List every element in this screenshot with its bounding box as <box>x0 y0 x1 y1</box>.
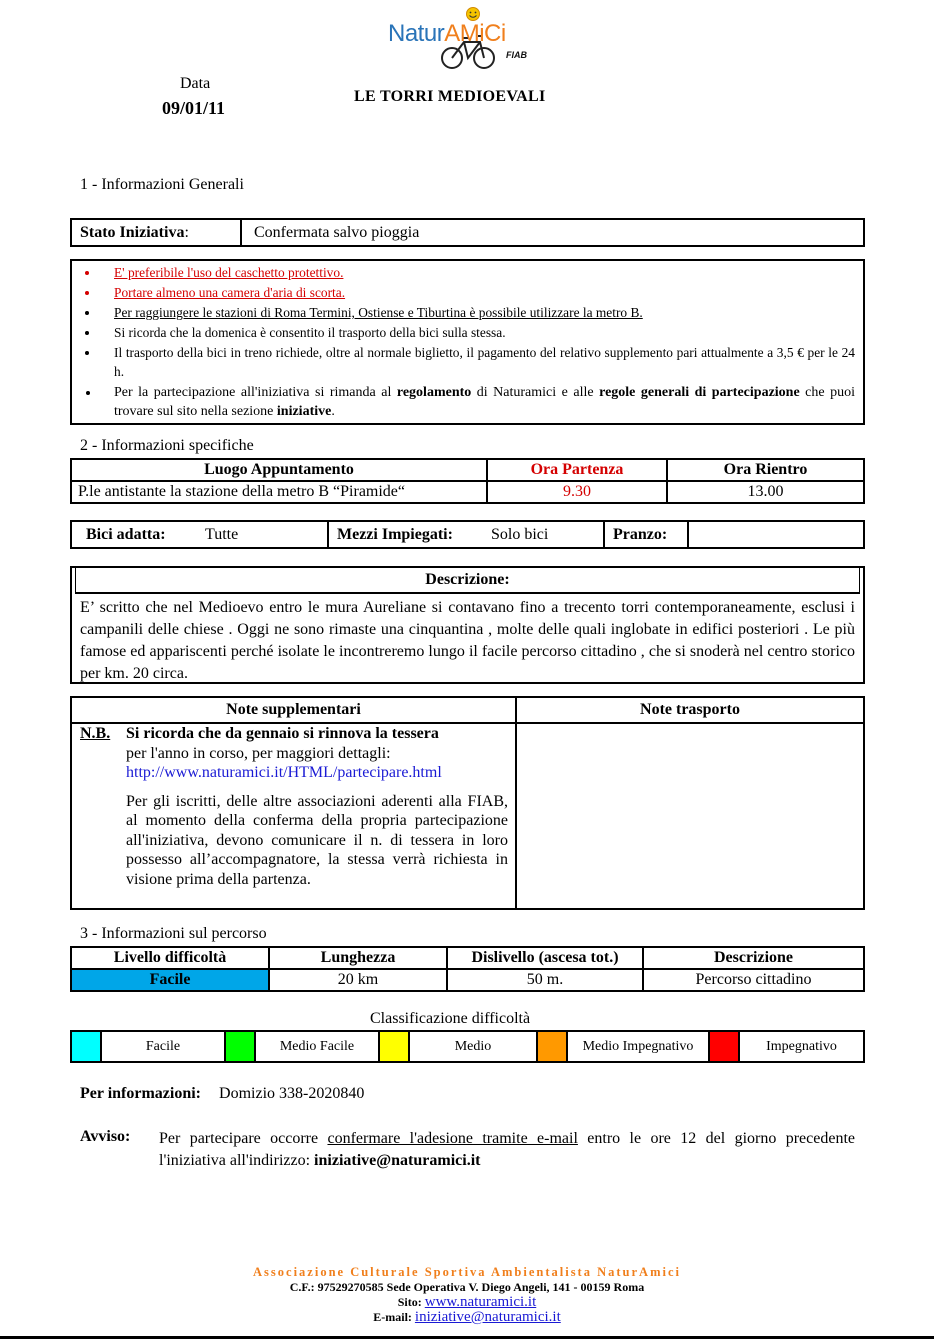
naturamici-logo <box>388 6 548 72</box>
section-3-heading: 3 - Informazioni sul percorso <box>80 925 267 942</box>
note-supplementari-heading: Note supplementari <box>72 698 515 724</box>
nb-bold: Si ricorda che da gennaio si rinnova la tessera <box>126 725 439 742</box>
header-luogo: Luogo Appuntamento <box>71 459 487 481</box>
note-sunday: • Si ricorda che la domenica è consentito il trasporto della bici sulla stessa. <box>100 324 855 343</box>
swatch-impegnativo <box>710 1032 740 1061</box>
section-1-heading: 1 - Informazioni Generali <box>80 176 244 193</box>
footer-sito: Sito: www.naturamici.it <box>397 1294 537 1310</box>
legend-medio-facile: Medio Facile <box>256 1032 380 1061</box>
pranzo-label: Pranzo: <box>603 522 687 547</box>
note-metro-b: • Per raggiungere le stazioni di Roma Termini, Ostiense e Tiburtina è possibile utilizzare la metro B. <box>100 304 855 323</box>
livello-value: Facile <box>71 969 269 991</box>
mezzi-value: Solo bici <box>491 526 549 543</box>
descrizione-box <box>70 566 865 684</box>
footer-cf: C.F.: 97529270585 Sede Operativa V. Diego Angeli, 141 - 00159 Roma <box>289 1280 645 1294</box>
legend-medio: Medio <box>410 1032 538 1061</box>
difficulty-legend <box>70 1030 865 1063</box>
avviso-text: Per partecipare occorre confermare l'adesione tramite e-mail entro le ore 12 del giorno precedente l'iniziativa all'indirizzo: iniziative@naturamici.it <box>159 1130 855 1169</box>
stato-value: Confermata salvo pioggia <box>254 224 420 241</box>
header-descrizione: Descrizione <box>643 947 864 969</box>
info-value: Domizio 338-2020840 <box>219 1085 365 1102</box>
note-supplementari-column <box>72 698 517 908</box>
legend-impegnativo: Impegnativo <box>766 1038 837 1054</box>
nb-label: N.B. <box>80 725 111 742</box>
footer-email: E-mail: iniziative@naturamici.it <box>373 1309 561 1325</box>
partecipare-link[interactable]: http://www.naturamici.it/HTML/partecipare.html <box>126 764 442 781</box>
header-ora-rientro: Ora Rientro <box>667 459 864 481</box>
stato-iniziativa-row <box>70 218 865 247</box>
ora-rientro-value: 13.00 <box>667 481 864 503</box>
logo-wordmark: NaturAMiCi <box>388 20 506 47</box>
nb-text: Si ricorda che da gennaio si rinnova la tessera per l'anno in corso, per maggiori dettagli: http://www.naturamici.it/HTML/partecipare.html Per gli iscritti, delle altre associazioni aderenti alla FIAB, al momento della conferma della propria partecipazione all'iniziativa, devono comunicare il n. di tessera in loro possesso all’accompagnatore, la stessa verrà richiesta in visione prima della partenza. <box>126 725 508 888</box>
bottom-divider <box>0 1336 934 1339</box>
bici-row <box>70 520 865 549</box>
appointment-table <box>70 458 865 504</box>
header-lunghezza: Lunghezza <box>269 947 447 969</box>
footer-sito-link[interactable]: www.naturamici.it <box>424 1294 537 1310</box>
page-title: LE TORRI MEDIOEVALI <box>354 88 546 105</box>
legend-facile: Facile <box>102 1032 226 1061</box>
header-ora-partenza: Ora Partenza <box>487 459 667 481</box>
descrizione-text: E’ scritto che nel Medioevo entro le mura Aureliane si contavano fino a trecento torri contemporaneamente, esclusi i campanili delle chiese . Oggi ne sono rimaste una cinquantina , molte delle quali inglobate in edifici posteriori . Le più famose ed appariscenti perché isolate le incontreremo lungo il facile percorso cittadino , che si snoderà nel centro storico per km. 20 circa. <box>80 599 855 682</box>
avviso-label: Avviso: <box>80 1128 131 1145</box>
bici-value: Tutte <box>205 526 239 543</box>
note-train-bike: • Il trasporto della bici in treno richiede, oltre al normale biglietto, il pagamento del relativo supplemento pari attualmente a 3,5 € per le 24 h. <box>100 344 855 381</box>
bici-label: Bici adatta: <box>86 526 166 543</box>
luogo-value: P.le antistante la stazione della metro B “Piramide“ <box>71 481 487 503</box>
percorso-table <box>70 946 865 992</box>
lunghezza-value: 20 km <box>269 969 447 991</box>
section-2-heading: 2 - Informazioni specifiche <box>80 437 254 454</box>
note-helmet: • E' preferibile l'uso del caschetto protettivo. <box>100 264 855 283</box>
header-livello: Livello difficoltà <box>71 947 269 969</box>
footer-org: Associazione Culturale Sportiva Ambientalista NaturAmici <box>253 1265 681 1279</box>
footer-email-link[interactable]: iniziative@naturamici.it <box>414 1309 561 1325</box>
swatch-facile <box>72 1032 102 1061</box>
descrizione-value: Percorso cittadino <box>643 969 864 991</box>
note-regolamento: • Per la partecipazione all'iniziativa si rimanda al regolamento di Naturamici e alle regole generali di partecipazione che puoi trovare sul sito nella sezione iniziative. <box>100 383 855 422</box>
classificazione-title: Classificazione difficoltà <box>370 1010 531 1027</box>
avviso-email[interactable]: iniziative@naturamici.it <box>314 1152 481 1169</box>
info-line <box>80 1085 364 1103</box>
note-trasporto-column <box>517 698 863 908</box>
descrizione-heading: Descrizione: <box>75 568 860 594</box>
stato-label: Stato Iniziativa: <box>72 220 242 245</box>
header-dislivello: Dislivello (ascesa tot.) <box>447 947 643 969</box>
general-notes <box>70 259 865 425</box>
info-label: Per informazioni: <box>80 1085 202 1102</box>
pranzo-value <box>687 522 863 547</box>
fiab-mark: FIAB <box>506 50 527 60</box>
date-value: 09/01/11 <box>162 98 226 118</box>
note-trasporto-heading: Note trasporto <box>517 698 863 724</box>
mezzi-label: Mezzi Impiegati: <box>327 522 483 547</box>
ora-partenza-value: 9.30 <box>487 481 667 503</box>
date-label: Data <box>180 75 211 92</box>
note-box <box>70 696 865 910</box>
swatch-medio <box>380 1032 410 1061</box>
swatch-medio-facile <box>226 1032 256 1061</box>
dislivello-value: 50 m. <box>447 969 643 991</box>
footer <box>0 1265 934 1325</box>
nb-para2: Per gli iscritti, delle altre associazioni aderenti alla FIAB, al momento della conferma della propria partecipazione all'iniziativa, devono comunicare il n. di tessera in loro possesso all’accompagnatore, la stessa verrà richiesta in visione prima della partenza. <box>126 792 508 888</box>
note-inner-tube: • Portare almeno una camera d'aria di scorta. <box>100 284 855 303</box>
swatch-medio-impegnativo <box>538 1032 568 1061</box>
legend-medio-impegnativo: Medio Impegnativo <box>568 1032 710 1061</box>
